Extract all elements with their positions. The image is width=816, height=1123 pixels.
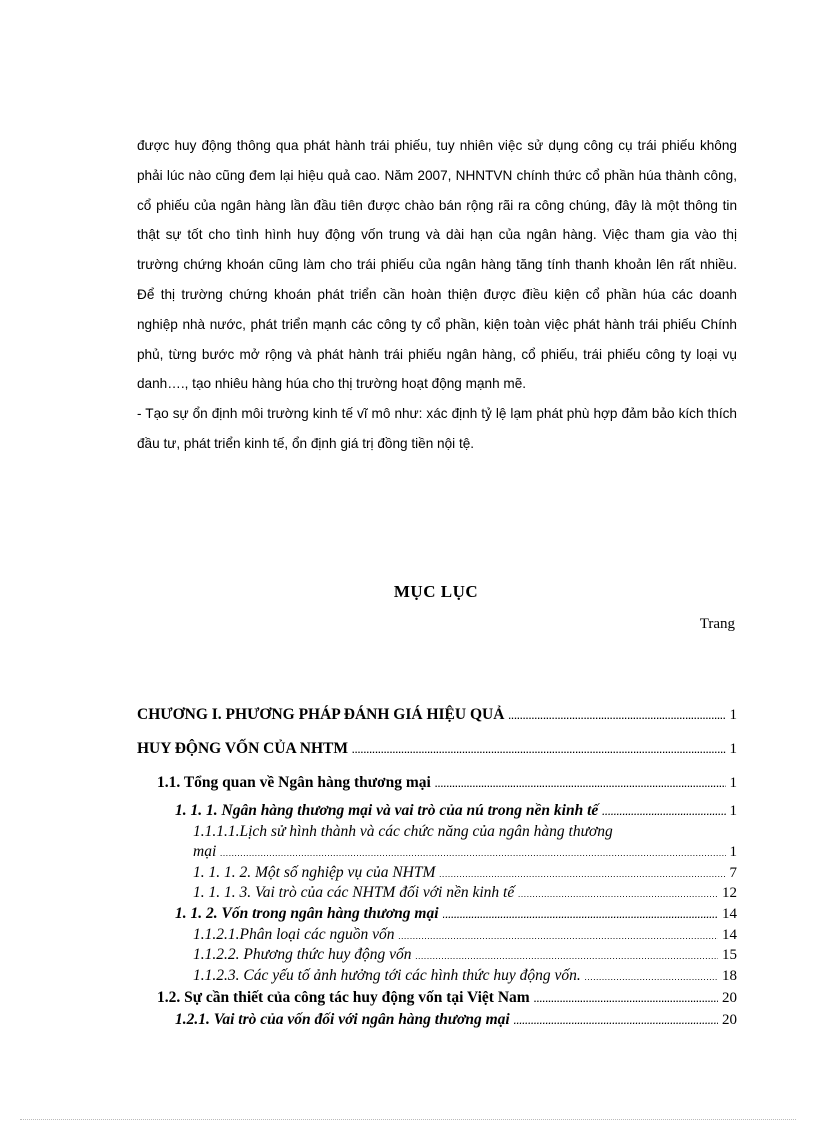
toc-entry-label: mại (193, 843, 217, 860)
toc-entry-item[interactable] (193, 967, 737, 985)
toc-entry-page: 1 (729, 741, 737, 757)
toc-entry-label: 1. 1. 2. Vốn trong ngân hàng thương mại (175, 905, 439, 922)
toc-entry-subsection[interactable] (175, 802, 737, 820)
body-paragraph-1: được huy động thông qua phát hành trái phiếu, tuy nhiên việc sử dụng công cụ trái phiếu không phải lúc nào cũng đem lại hiệu quả cao. Năm 2007, NHNTVN chính thức cổ phần húa thành công, cổ phiếu của ngân hàng lần đầu tiên được chào bán rộng rãi ra công chúng, đây là một thông tin thật sự tốt cho tình hình huy động vốn trung và dài hạn của ngân hàng. Việc tham gia vào thị trường chứng khoán cũng làm cho trái phiếu của ngân hàng tăng tính thanh khoản lên rất nhiều. Để thị trường chứng khoán phát triển cần hoàn thiện được điều kiện cổ phần húa các doanh nghiệp nhà nước, phát triển mạnh các công ty cổ phần, kiện toàn việc phát hành trái phiếu Chính phủ, từng bước mở rộng và phát hành trái phiếu ngân hàng, cổ phiếu, trái phiếu công ty loại vụ danh…., tạo nhiêu hàng húa cho thị trường hoạt động mạnh mẽ. (137, 138, 737, 392)
toc-entry-page: 18 (722, 968, 737, 984)
toc-entry-item[interactable] (193, 864, 737, 882)
body-paragraph-2: - Tạo sự ổn định môi trường kinh tế vĩ mô như: xác định tỷ lệ lạm phát phù hợp đảm bảo kích thích đầu tư, phát triển kinh tế, ổn định giá trị đồng tiền nội tệ. (137, 406, 737, 451)
toc-entry-label: 1.1. Tổng quan về Ngân hàng thương mại (157, 774, 431, 791)
toc-entry-item[interactable] (193, 884, 737, 902)
toc-entry-label: 1.1.2.1.Phân loại các nguồn vốn (193, 926, 395, 943)
toc-entry-label: 1.1.2.2. Phương thức huy động vốn (193, 946, 412, 963)
toc-entry-page: 15 (722, 947, 737, 963)
toc-entry-page: 20 (722, 990, 737, 1006)
body-text (137, 131, 737, 459)
toc-entry-page: 1 (729, 775, 737, 791)
toc-entry-item[interactable] (193, 946, 737, 964)
toc-entry-label: 1.1.2.3. Các yếu tố ảnh hưởng tới các hình thức huy động vốn. (193, 967, 581, 984)
toc-entry-label: 1.2.1. Vai trò của vốn đối với ngân hàng thương mại (175, 1011, 510, 1028)
toc-entry-item-cont[interactable] (193, 843, 737, 861)
toc-entry-section[interactable] (157, 774, 737, 792)
toc-entry-chapter[interactable] (137, 706, 737, 724)
toc-entry-label: 1. 1. 1. 2. Một số nghiệp vụ của NHTM (193, 864, 436, 881)
toc-entry-item[interactable] (193, 926, 737, 944)
toc-entry-subsection[interactable] (175, 905, 737, 923)
toc-entry-label: 1. 1. 1. Ngân hàng thương mại và vai trò của nú trong nền kinh tế (175, 802, 599, 819)
toc-entry-subsection[interactable] (175, 1011, 737, 1029)
toc-entry-page: 1 (729, 707, 737, 723)
toc-entry-item[interactable] (193, 823, 737, 841)
toc-entry-page: 12 (722, 885, 737, 901)
toc-entry-label: 1.1.1.1.Lịch sử hình thành và các chức năng của ngân hàng thương (193, 823, 613, 840)
toc-entry-page: 1 (729, 844, 737, 860)
toc-entry-label: CHƯƠNG I. PHƯƠNG PHÁP ĐÁNH GIÁ HIỆU QUẢ (137, 706, 505, 723)
toc-entry-label: 1. 1. 1. 3. Vai trò của các NHTM đối với nền kinh tế (193, 884, 515, 901)
toc-entry-page: 14 (722, 906, 737, 922)
toc-entry-page: 14 (722, 927, 737, 943)
toc-entry-label: 1.2. Sự cần thiết của công tác huy động vốn tại Việt Nam (157, 989, 530, 1006)
toc-entry-page: 1 (729, 803, 737, 819)
toc-page-header: Trang (699, 616, 735, 632)
toc-entry-page: 20 (722, 1012, 737, 1028)
page-bottom-divider (20, 1119, 796, 1120)
toc-title: MỤC LỤC (393, 582, 479, 601)
toc-entry-section[interactable] (157, 989, 737, 1007)
toc-entry-page: 7 (729, 865, 737, 881)
toc-entry-chapter-cont[interactable] (137, 740, 737, 758)
toc-entry-label: HUY ĐỘNG VỐN CỦA NHTM (137, 740, 348, 757)
